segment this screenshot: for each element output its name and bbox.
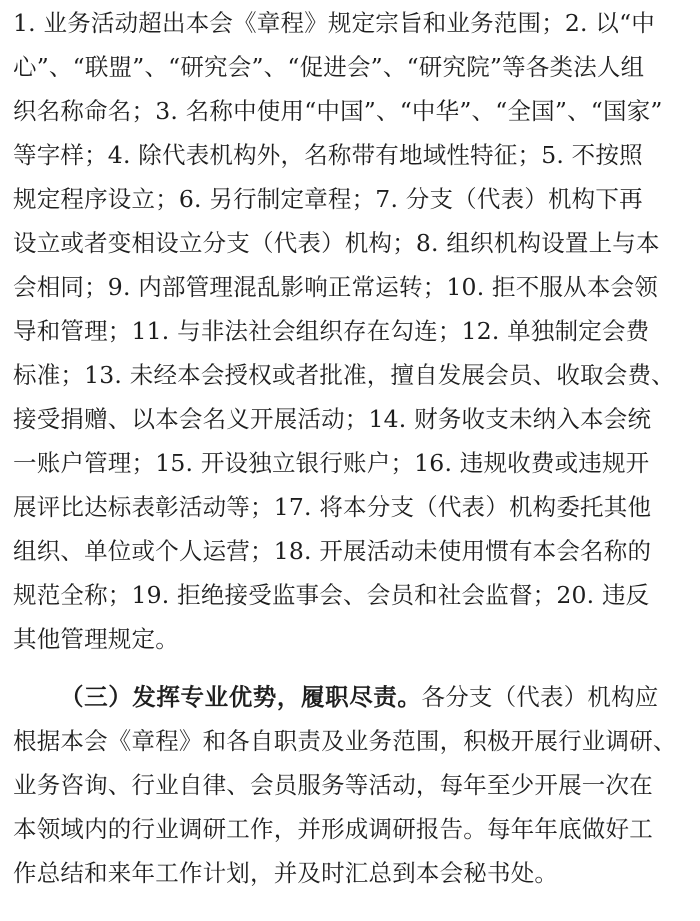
paragraph-2-line-5: 作总结和来年工作计划，并及时汇总到本会秘书处。 (13, 859, 559, 887)
section-heading: （三）发挥专业优势，履职尽责。 (60, 683, 422, 711)
paragraph-1-line-10: 接受捐赠、以本会名义开展活动；14. 财务收支未纳入本会统 (13, 405, 652, 433)
paragraph-2-line-4: 本领域内的行业调研工作，并形成调研报告。每年年底做好工 (13, 815, 653, 843)
paragraph-1-line-3: 织名称命名；3. 名称中使用“中国”、“中华”、“全国”、“国家” (13, 97, 663, 125)
paragraph-1-line-4: 等字样；4. 除代表机构外，名称带有地域性特征；5. 不按照 (13, 141, 643, 169)
paragraph-2-line-3: 业务咨询、行业自律、会员服务等活动，每年至少开展一次在 (13, 771, 653, 799)
paragraph-1-line-11: 一账户管理；15. 开设独立银行账户；16. 违规收费或违规开 (13, 449, 650, 477)
paragraph-1-line-15: 其他管理规定。 (13, 625, 179, 653)
paragraph-1-line-7: 会相同；9. 内部管理混乱影响正常运转；10. 拒不服从本会领 (13, 273, 658, 301)
paragraph-2-first-line (13, 680, 689, 714)
paragraph-1-line-5: 规定程序设立；6. 另行制定章程；7. 分支（代表）机构下再 (13, 185, 643, 213)
paragraph-1-line-6: 设立或者变相设立分支（代表）机构；8. 组织机构设置上与本 (13, 229, 660, 257)
paragraph-2-first-line-text: 各分支（代表）机构应 (421, 683, 659, 711)
paragraph-1-line-1: 1. 业务活动超出本会《章程》规定宗旨和业务范围；2. 以“中 (13, 9, 655, 37)
paragraph-1-line-14: 规范全称；19. 拒绝接受监事会、会员和社会监督；20. 违反 (13, 581, 650, 609)
paragraph-1-line-12: 展评比达标表彰活动等；17. 将本分支（代表）机构委托其他 (13, 493, 652, 521)
paragraph-2-line-2: 根据本会《章程》和各自职责及业务范围，积极开展行业调研、 (13, 727, 677, 755)
paragraph-1-line-9: 标准；13. 未经本会授权或者批准，擅自发展会员、收取会费、 (13, 361, 675, 389)
paragraph-1-line-8: 导和管理；11. 与非法社会组织存在勾连；12. 单独制定会费 (13, 317, 650, 345)
paragraph-1-line-2: 心”、“联盟”、“研究会”、“促进会”、“研究院”等各类法人组 (13, 53, 645, 81)
paragraph-1-line-13: 组织、单位或个人运营；18. 开展活动未使用惯有本会名称的 (13, 537, 652, 565)
